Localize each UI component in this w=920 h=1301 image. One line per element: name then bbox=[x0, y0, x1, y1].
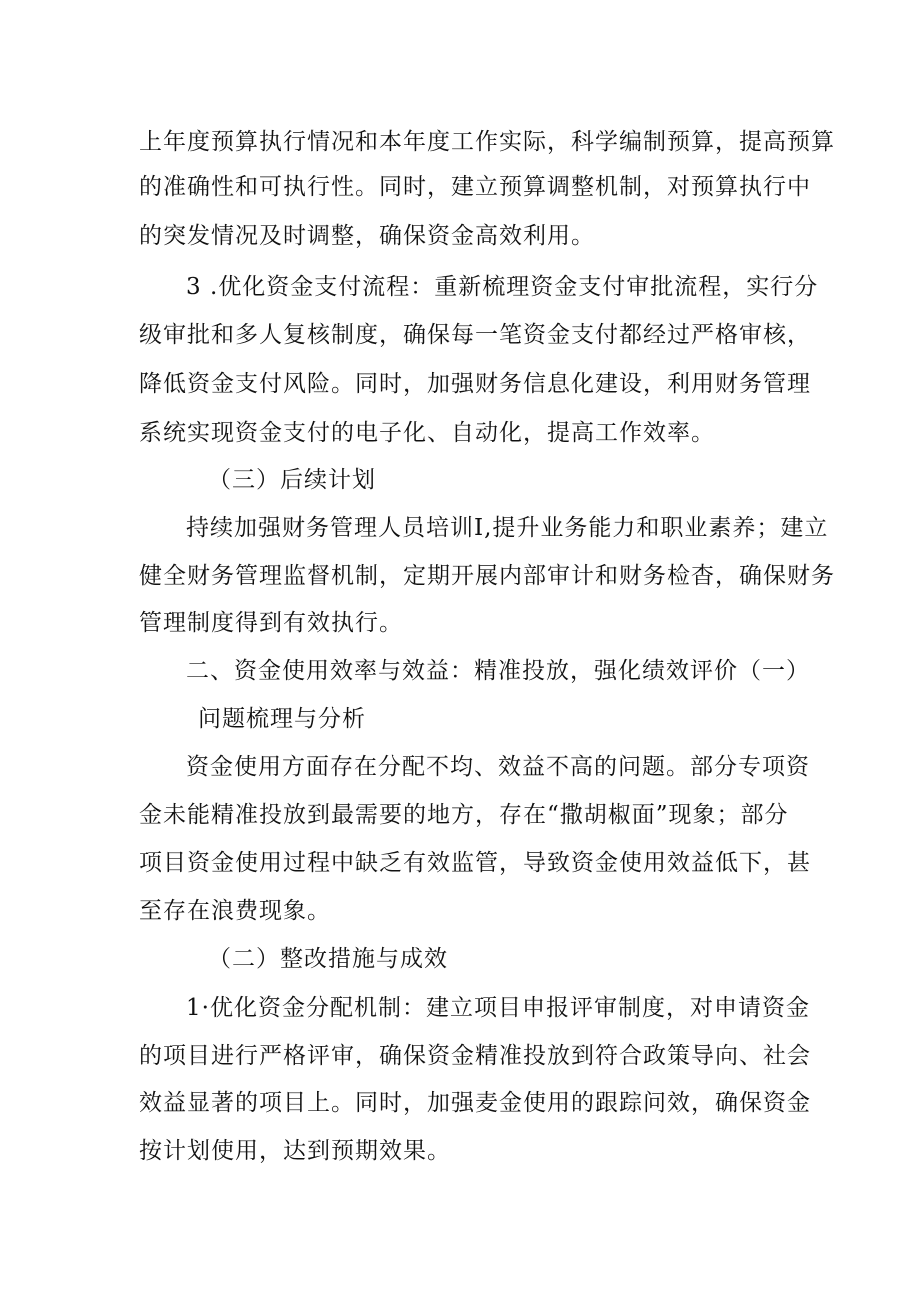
text-line: 的突发情况及时调整，确保资金高效利用。 bbox=[139, 223, 595, 249]
text-line: 上年度预算执行情况和本年度工作实际，科学编制预算，提高预算 bbox=[139, 129, 835, 155]
text-line: 持续加强财务管理人员培训I,提升业务能力和职业素养；建立 bbox=[186, 515, 829, 541]
text-line: 健全财务管理监督机制，定期开展内部审计和财务检杳，确保财务 bbox=[139, 563, 835, 589]
text-line: 级审批和多人复核制度，确保每一笔资金支付都经过严格审核， bbox=[139, 322, 811, 348]
section-heading: 二、资金使用效率与效益：精准投放，强化绩效评价（一） bbox=[186, 658, 810, 684]
text-line: 系统实现资金支付的电子化、自动化，提高工作效率。 bbox=[139, 420, 715, 446]
text-line: 的准确性和可执行性。同时，建立预算调整机制，对预算执行中 bbox=[139, 174, 811, 200]
text-line: 降低资金支付风险。同时，加强财务信息化建设，利用财务管理 bbox=[139, 371, 811, 397]
text-line: 效益显著的项目上。同时，加强麦金使用的跟踪问效，确保资金 bbox=[139, 1090, 811, 1116]
text-line: 1·优化资金分配机制：建立项目申报评审制度，对申请资金 bbox=[186, 995, 810, 1021]
text-line: 管理制度得到有效执行。 bbox=[139, 610, 403, 636]
text-line: 至存在浪费现象。 bbox=[139, 898, 331, 924]
text-line: 按计划使用，达到预期效果。 bbox=[139, 1138, 451, 1164]
text-line: 的项目进行严格评审，确保资金精准投放到符合政策导向、社会 bbox=[139, 1043, 811, 1069]
text-line: 3 .优化资金支付流程：重新梳理资金支付审批流程，实行分 bbox=[186, 274, 819, 300]
section-heading: 问题梳理与分析 bbox=[198, 706, 366, 732]
section-heading: （二）整改措施与成效 bbox=[208, 946, 448, 972]
section-heading: （三）后续计划 bbox=[208, 467, 376, 493]
text-line: 项目资金使用过程中缺乏有效监管，导致资金使用效益低下，甚 bbox=[139, 850, 811, 876]
text-line: 金未能精准投放到最需要的地方，存在“撒胡椒面”现象；部分 bbox=[139, 802, 789, 828]
text-line: 资金使用方面存在分配不均、效益不高的问题。部分专项资 bbox=[186, 754, 810, 780]
